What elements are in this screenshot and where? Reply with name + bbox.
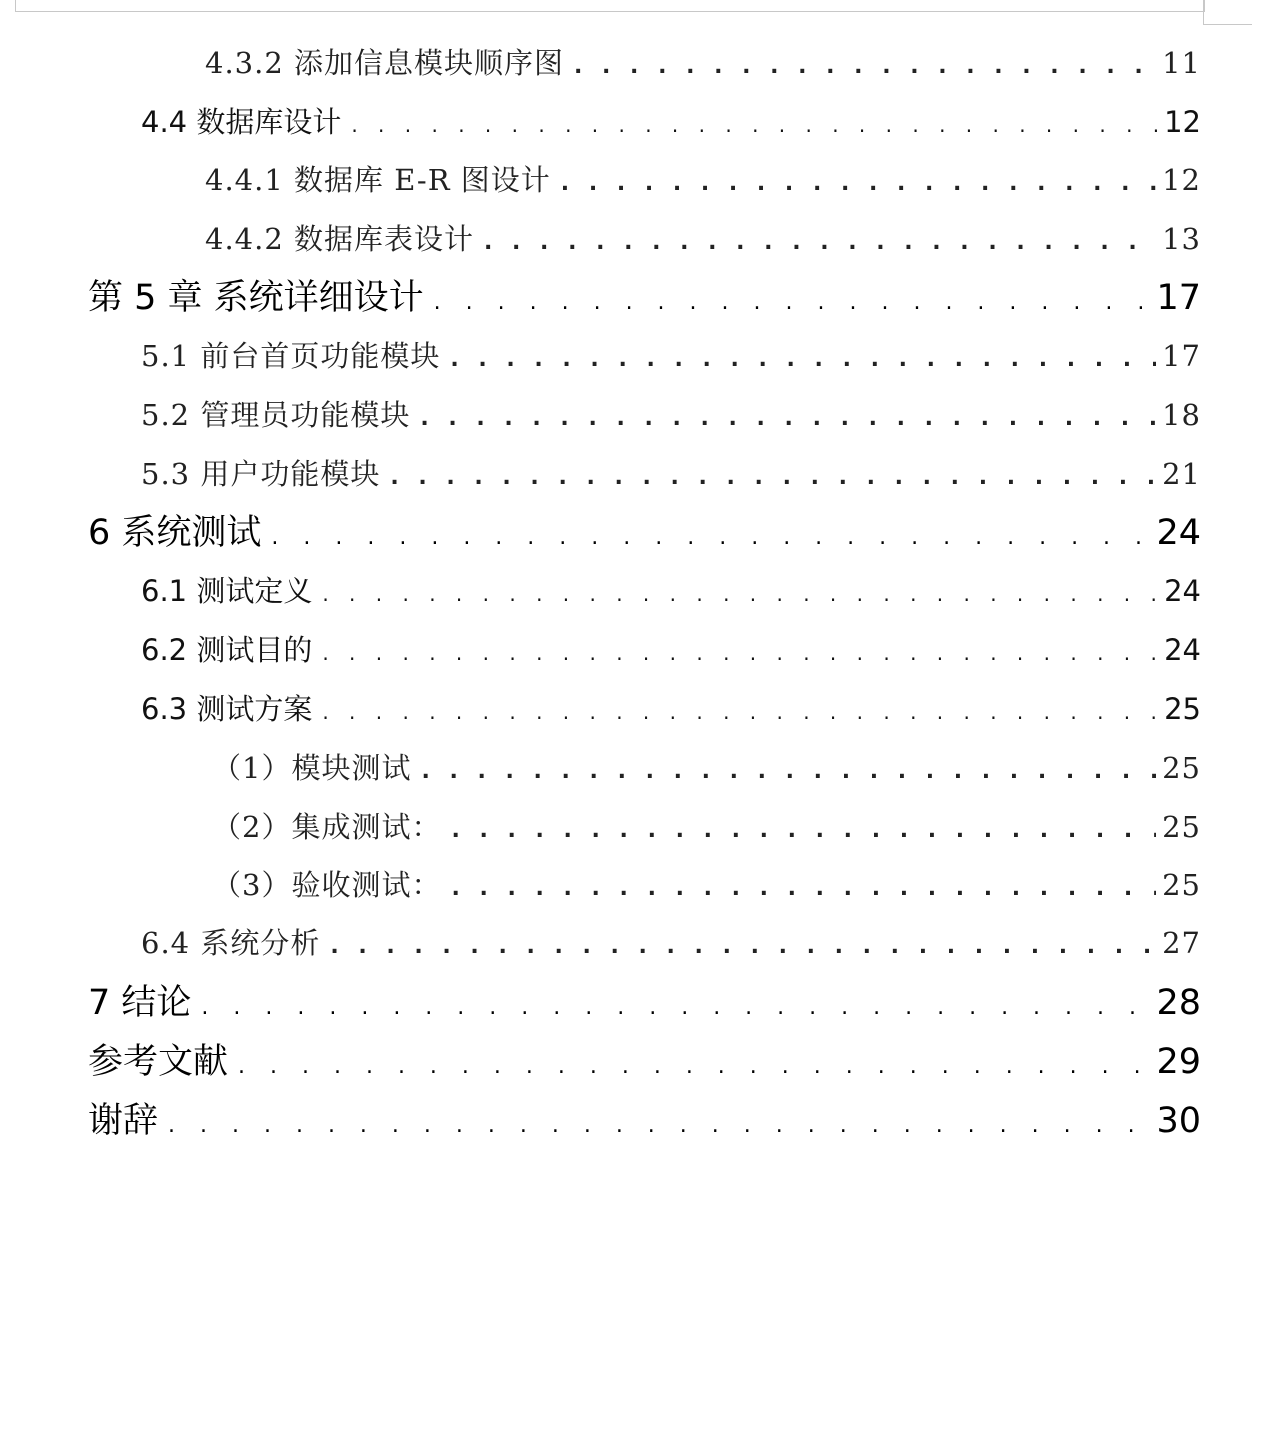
toc-entry-title: 7 结论: [88, 983, 192, 1023]
toc-entry-title: 4.4.2 数据库表设计: [205, 222, 475, 256]
toc-dot-leader: [390, 465, 1156, 490]
toc-entry-page: 25: [1164, 692, 1201, 726]
toc-dot-leader: [322, 700, 1158, 724]
toc-entry[interactable]: [141, 628, 1201, 669]
toc-dot-leader: [420, 406, 1156, 431]
toc-entry-title: 参考文献: [88, 1042, 229, 1082]
toc-entry-page: 28: [1156, 983, 1201, 1023]
toc-entry-title: 6.4 系统分析: [141, 926, 321, 960]
toc-entry[interactable]: [212, 863, 1201, 904]
toc-dot-leader: [451, 818, 1156, 843]
toc-entry-title: （2）集成测试：: [212, 810, 442, 844]
toc-entry-page: 12: [1162, 163, 1201, 197]
toc-entry-title: 4.4.1 数据库 E-R 图设计: [205, 163, 551, 197]
toc-entry-title: 谢辞: [88, 1101, 159, 1141]
toc-entry[interactable]: [141, 687, 1201, 728]
toc-dot-leader: [238, 1054, 1150, 1079]
toc-entry-page: 21: [1162, 457, 1201, 491]
toc-entry[interactable]: [212, 746, 1201, 787]
toc-entry-page: 24: [1164, 633, 1201, 667]
toc-entry-page: 12: [1164, 105, 1201, 139]
toc-entry-title: 4.4 数据库设计: [141, 105, 342, 139]
toc-entry-page: 25: [1162, 810, 1201, 844]
toc-entry-title: 4.3.2 添加信息模块顺序图: [205, 46, 565, 80]
toc-dot-leader: [561, 171, 1156, 196]
toc-entry-page: 17: [1156, 278, 1201, 318]
toc-entry[interactable]: [141, 100, 1201, 141]
toc-dot-leader: [351, 113, 1158, 137]
toc-entry-page: 18: [1162, 398, 1201, 432]
toc-entry-page: 17: [1162, 339, 1201, 373]
toc-entry[interactable]: [141, 569, 1201, 610]
toc-dot-leader: [450, 347, 1156, 372]
toc-dot-leader: [271, 525, 1150, 550]
toc-entry-title: 5.1 前台首页功能模块: [141, 339, 441, 373]
toc-entry-page: 29: [1156, 1042, 1201, 1082]
toc-dot-leader: [484, 230, 1156, 255]
toc-entry-page: 24: [1156, 513, 1201, 553]
toc-dot-leader: [434, 290, 1151, 315]
toc-entry-page: 25: [1162, 751, 1201, 785]
toc-entry[interactable]: [141, 452, 1201, 493]
toc-entry-title: （1）模块测试: [212, 751, 412, 785]
toc-entry-title: 5.3 用户功能模块: [141, 457, 381, 491]
toc-entry-page: 25: [1162, 868, 1201, 902]
toc-dot-leader: [201, 995, 1150, 1020]
toc-entry[interactable]: [141, 921, 1201, 962]
toc-entry[interactable]: [205, 217, 1201, 258]
toc-dot-leader: [322, 641, 1158, 665]
toc-entry-title: 6.3 测试方案: [141, 692, 313, 726]
toc-entry[interactable]: [205, 41, 1201, 82]
toc-dot-leader: [322, 582, 1158, 606]
toc-dot-leader: [330, 934, 1156, 959]
toc-entry-title: 第 5 章 系统详细设计: [88, 278, 424, 318]
toc-entry-page: 27: [1162, 926, 1201, 960]
toc-entry[interactable]: [88, 1093, 1201, 1143]
toc-entry[interactable]: [141, 334, 1201, 375]
toc-entry-page: 30: [1156, 1101, 1201, 1141]
toc-entry-page: 11: [1162, 46, 1201, 80]
toc-dot-leader: [574, 54, 1156, 79]
toc-dot-leader: [421, 759, 1156, 784]
toc-entry[interactable]: [88, 975, 1201, 1025]
toc-entry-page: 13: [1162, 222, 1201, 256]
toc-entry[interactable]: [88, 1034, 1201, 1084]
toc-entry[interactable]: [88, 505, 1201, 555]
toc-entry-title: 6.1 测试定义: [141, 574, 313, 608]
toc-entry[interactable]: [212, 805, 1201, 846]
toc-entry-title: 5.2 管理员功能模块: [141, 398, 411, 432]
toc-dot-leader: [451, 876, 1156, 901]
toc-entry-title: 6 系统测试: [88, 513, 262, 553]
toc-entry[interactable]: [88, 270, 1201, 320]
page-border: [15, 0, 1205, 12]
toc-entry-title: （3）验收测试：: [212, 868, 442, 902]
toc-dot-leader: [168, 1113, 1150, 1138]
toc-entry-page: 24: [1164, 574, 1201, 608]
toc-entry[interactable]: [141, 393, 1201, 434]
page-corner-mark: [1203, 0, 1252, 25]
toc-entry-title: 6.2 测试目的: [141, 633, 313, 667]
toc-entry[interactable]: [205, 158, 1201, 199]
